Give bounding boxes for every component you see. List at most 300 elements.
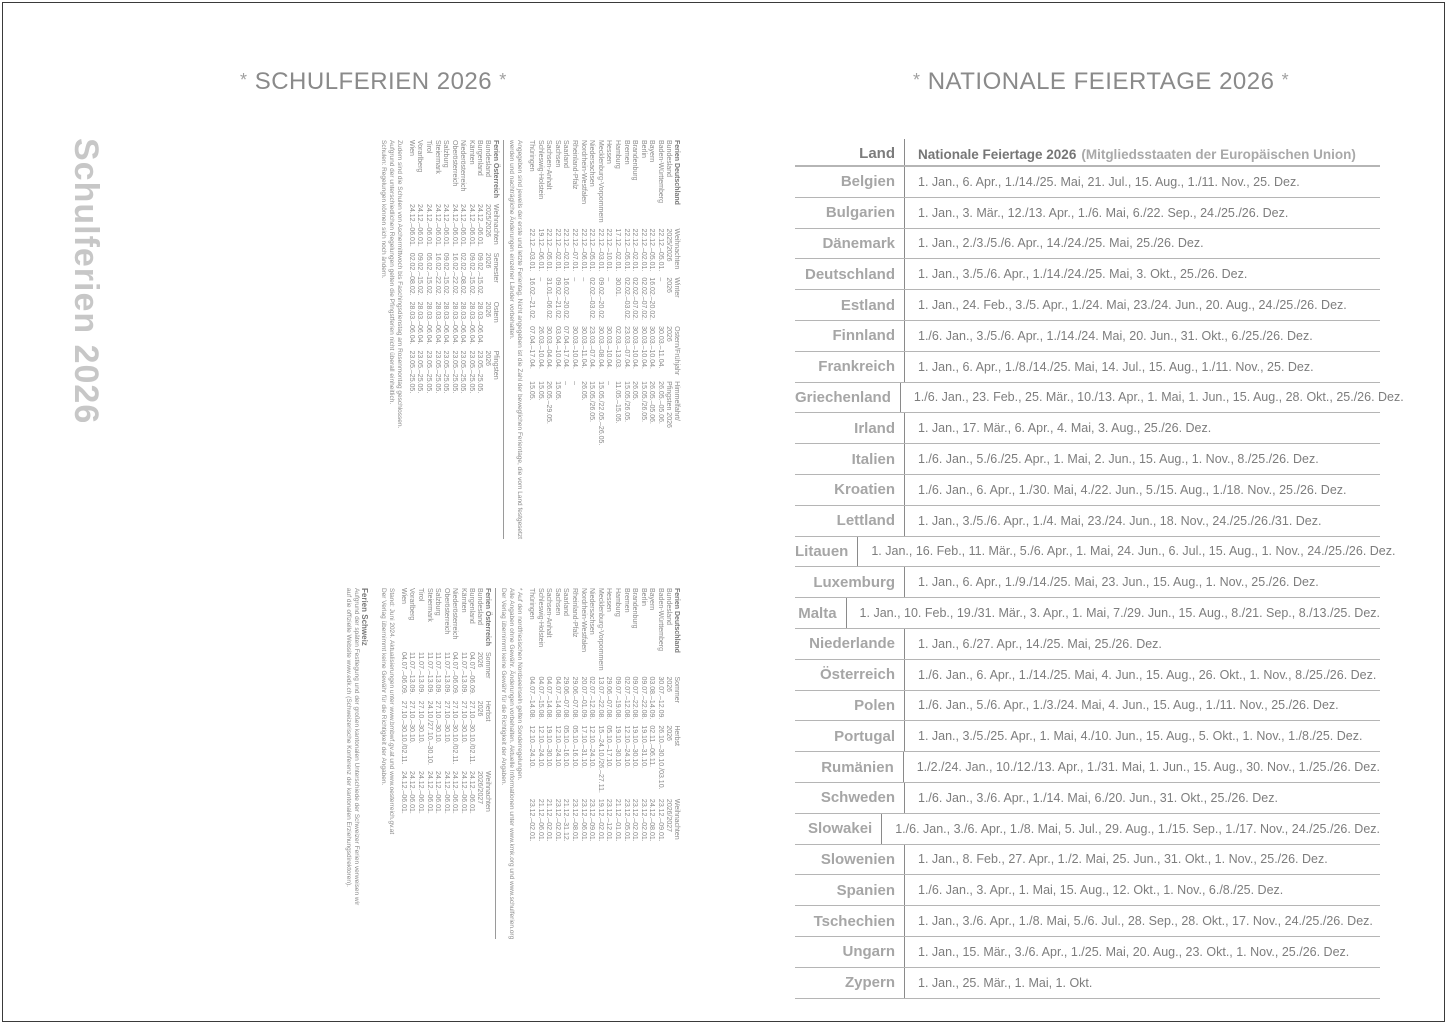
table-cell: 21.12.–31.12.	[562, 798, 570, 842]
table-cell: 24.12.–06.01.	[434, 771, 442, 814]
table-cell: 31.01.–06.02.	[545, 277, 553, 321]
table-header-row	[664, 140, 680, 451]
section-title: Ferien Deutschland	[673, 140, 680, 205]
table-cell: 23.05.–25.05.	[476, 350, 484, 394]
table-cell: Berlin	[639, 140, 647, 158]
table-cell: 22.12.–06.01.	[579, 228, 587, 272]
table-cell: 04.07.–06.09.	[451, 651, 459, 695]
table-cell: 22.12.–10.01.	[605, 228, 613, 272]
country-name: Zypern	[795, 968, 905, 998]
table-row	[475, 140, 484, 399]
table-cell: 24.12.–06.01.	[433, 203, 441, 247]
table-cell: 26.10.–30.10./03.10.	[657, 725, 664, 790]
table-cell: 22.12.–05.01.	[648, 228, 656, 272]
table-cell: 28.03.–06.04.	[407, 301, 415, 345]
table-cell: Vorarlberg	[416, 140, 424, 173]
table-cell: 24.12.–06.01.	[407, 203, 415, 247]
country-name: Portugal	[795, 721, 905, 751]
holiday-dates: 1. Jan., 6./27. Apr., 14./25. Mai, 25./26. Dez.	[918, 636, 1162, 651]
table-header-cell	[664, 588, 680, 676]
holiday-row	[795, 383, 1404, 414]
table-cell: 24.12.–06.01.	[451, 771, 459, 814]
table-cell: Hessen	[605, 588, 613, 612]
table-cell: 04.07.–15.08.	[536, 676, 544, 720]
table-cell: Baden-Württemberg	[657, 140, 664, 204]
table-cell: 28.03.–06.04.	[424, 301, 432, 345]
table-cell: 30.03.–10.04.	[648, 326, 656, 369]
holiday-row	[795, 968, 1380, 999]
holidays-body	[795, 167, 1404, 999]
table-cell: 04.07.–14.08.	[545, 676, 553, 720]
column-title: Weihnachten	[673, 798, 680, 840]
table-cell: Bremen	[622, 140, 630, 165]
table-cell: 30.03.–10.04.	[639, 326, 647, 369]
table-cell: 27.10.–30.10./02.11.	[468, 700, 476, 765]
table-cell: 24.12.–06.01.	[408, 771, 416, 814]
separator	[496, 588, 497, 939]
table-row	[578, 140, 587, 451]
holiday-dates: 1. Jan., 16. Feb., 11. Mär., 5./6. Apr., 1. Mai, 24. Jun., 6. Jul., 15. Aug., 1. Nov., 24./25./26. Dez.	[871, 544, 1396, 559]
holiday-row	[795, 413, 1380, 444]
table-cell: 16.02.–22.02.	[433, 252, 441, 296]
table-cell: 13.07.–22.08.	[596, 676, 604, 720]
holiday-dates: 1. Jan., 3. Mär., 12./13. Apr., 1./6. Mai, 6./22. Sep., 24./25./26. Dez.	[918, 205, 1289, 220]
column-subtitle: 2025/2026	[484, 203, 492, 238]
table-row	[449, 140, 458, 399]
table-row	[647, 140, 656, 451]
table-cell: 05.10.–16.10.	[571, 725, 579, 769]
table-row	[621, 588, 630, 848]
table-row	[467, 588, 476, 820]
holiday-dates: 1. Jan., 3./5./6. Apr., 1./4. Mai, 23./24. Jun., 18. Nov., 24./25./26./31. Dez.	[918, 513, 1322, 528]
holiday-row	[795, 783, 1380, 814]
column-title: Himmelfahrt/	[673, 381, 680, 421]
table-row	[552, 588, 561, 848]
column-subtitle: 2026	[476, 651, 484, 668]
table-cell: 09.02.–15.02.	[476, 252, 484, 296]
holiday-dates: 1. Jan., 10. Feb., 19./31. Mär., 3. Apr., 1. Mai, 7./29. Jun., 15. Aug., 8./21. Sep., 8./13./25. Dez.	[859, 606, 1380, 621]
table-cell: 23.12.–02.01.	[631, 798, 639, 842]
heading-star: *	[1281, 70, 1290, 90]
footnote: Alle Angaben ohne Gewähr. Änderungen vorbehalten. Aktuelle Informationen unter www.kmk.org und www.schulferien.org	[508, 588, 516, 940]
table-header-cell	[664, 676, 680, 725]
table-cell: 11.07.–13.09.	[442, 651, 450, 695]
holiday-row	[795, 259, 1380, 290]
table-cell: Burgenland	[476, 140, 484, 176]
table-cell: 16.02.–21.02.	[528, 277, 536, 321]
table-cell: 23.12.–02.01.	[639, 798, 647, 842]
table-row	[415, 140, 424, 399]
holiday-dates: 1./6. Jan., 3./5./6. Apr., 1./14./24. Mai, 20. Jun., 31. Okt., 6./25./26. Dez.	[918, 328, 1313, 343]
table-cell: 19.12.–06.01.	[536, 228, 544, 272]
left-page-title: SCHULFERIEN 2026	[254, 68, 493, 95]
table-cell: 09.02.–20.02.	[596, 277, 604, 321]
country-name: Bulgarien	[795, 198, 905, 228]
table-cell: 30.03.–08.04.	[596, 326, 604, 369]
holiday-row	[795, 814, 1380, 845]
table-cell: 27.10.–30.10.	[459, 700, 467, 744]
table-cell: 19.10.–31.10.	[639, 725, 647, 769]
table-cell: 09.07.–22.08.	[639, 676, 647, 720]
table-cell: Schleswig-Holstein	[536, 588, 544, 648]
holiday-row	[795, 691, 1380, 722]
table-cell: 22.12.–05.01.	[588, 228, 596, 272]
table-row	[621, 140, 630, 451]
table-cell: Sachsen	[553, 140, 561, 168]
table-cell: 30.01.	[614, 277, 622, 297]
separator	[504, 140, 505, 539]
table-cell: 09.02.–15.02.	[416, 252, 424, 296]
table-cell: 24.12.–06.01.	[425, 771, 433, 814]
holidays-header-row	[795, 139, 1380, 167]
table-cell: 12.10.–24.10.	[553, 725, 561, 769]
table-cell: 23.05.–25.05.	[459, 350, 467, 394]
table-cell: 17.10.–31.10.	[579, 725, 587, 769]
table-cell: 05.10.–17.10.	[605, 725, 613, 769]
holiday-row	[795, 506, 1380, 537]
table-cell: 24.12.–06.01.	[442, 771, 450, 814]
table-cell: 19.10.–30.10.	[545, 725, 553, 769]
table-cell: 17.12.–02.01.	[614, 228, 622, 272]
table-row	[638, 588, 647, 848]
column-subtitle: 2025/2026	[665, 228, 672, 262]
table-cell: –	[562, 381, 570, 386]
column-subtitle: 2026/2027	[476, 771, 484, 805]
table-cell: –	[571, 277, 579, 282]
holiday-row	[795, 444, 1380, 475]
table-cell: Mecklenburg-Vorpommern	[596, 588, 604, 671]
table-cell: 21.12.–06.01.	[536, 798, 544, 842]
table-cell: 03.04.–10.04.	[553, 326, 561, 369]
table-cell: 23.05.–25.05.	[467, 350, 475, 394]
table-cell: 11.07.–13.09.	[425, 651, 433, 695]
table-row	[433, 588, 442, 820]
table-cell: 24.12.–06.01.	[450, 203, 458, 247]
footnote: Stand: Juni 2024. Aktualisierungen unter www.bmbwf.gv.at und www.oesterreich.gv.at	[388, 588, 396, 835]
holiday-row	[795, 660, 1380, 691]
holiday-table	[527, 140, 681, 451]
column-title: Herbst	[673, 725, 680, 746]
table-cell: 05.10.–16.10.	[562, 725, 570, 769]
table-row	[578, 588, 587, 848]
country-name: Griechenland	[795, 383, 901, 413]
table-cell: Salzburg	[442, 140, 450, 168]
table-cell: 23.12.–05.01.	[622, 798, 630, 842]
schweiz-text: auf die offizielle Website www.edk.ch (Schweizerische Konferenz der kantonalen Erziehungsdirektoren).	[345, 588, 353, 887]
table-cell: 26.05.–05.06.	[657, 381, 664, 424]
table-row	[527, 588, 536, 848]
holiday-row	[795, 167, 1380, 198]
table-cell: Oberösterreich	[442, 588, 450, 635]
footnote: werden und nachträgliche Änderungen einzelner Länder vorbehalten.	[508, 140, 516, 340]
country-name: Tschechien	[795, 906, 905, 936]
table-cell: 12.10.–24.10.	[528, 725, 536, 769]
column-title: Herbst	[484, 700, 492, 722]
table-cell: 02.07.–12.08.	[588, 676, 596, 720]
column-subtitle: 2026	[484, 252, 492, 269]
table-cell: 12.10.–24.10.	[536, 725, 544, 769]
country-name: Rumänien	[795, 752, 904, 782]
table-cell: Saarland	[562, 140, 570, 169]
table-cell: 09.02.–15.02.	[467, 252, 475, 296]
table-cell: 09.02.–15.02.	[442, 252, 450, 296]
table-row	[450, 588, 459, 820]
table-header-cell	[664, 228, 680, 277]
table-cell: 27.10.–30.10./02.11.	[451, 700, 459, 765]
table-header-row	[476, 588, 492, 820]
table-cell: –	[579, 277, 587, 282]
table-cell: 02.02.–03.02.	[622, 277, 630, 321]
country-name: Malta	[795, 598, 847, 628]
table-row	[595, 140, 604, 451]
table-cell: Wien	[407, 140, 415, 156]
table-cell: 23.03.–07.04.	[588, 326, 596, 369]
holiday-dates: 1. Jan., 6. Apr., 1./14./25. Mai, 21. Jul., 15. Aug., 1./11. Nov., 25. Dez.	[918, 174, 1300, 189]
table-cell: 22.12.–05.01.	[545, 228, 553, 272]
column-title: Ostern/Frühjahr	[673, 326, 680, 376]
table-cell: Burgenland	[468, 588, 476, 624]
column-title: Ostern	[492, 301, 500, 323]
table-cell: 23.05.–25.05.	[433, 350, 441, 394]
table-header-cell	[476, 701, 492, 771]
table-row	[406, 140, 415, 399]
country-name: Finnland	[795, 321, 905, 351]
table-cell: 28.03.–06.04.	[442, 301, 450, 345]
holiday-row	[795, 845, 1380, 876]
country-name: Deutschland	[795, 259, 905, 289]
footnote: Der Verlag übernimmt keine Gewähr für die Richtigkeit der Angaben.	[380, 588, 388, 786]
holiday-dates: 1./6. Jan., 3./6. Apr., 1./14. Mai, 6./20. Jun., 31. Okt., 25./26. Dez.	[918, 790, 1278, 805]
table-cell: 30.03.–10.04.	[605, 326, 613, 369]
country-name: Polen	[795, 691, 905, 721]
table-cell: 23.05.–25.05.	[442, 350, 450, 394]
table-cell: –	[536, 277, 544, 282]
country-name: Österreich	[795, 660, 905, 690]
footnote: Zudem sind die Schulen von Aschermittwoch bis Faschingsdienstag am Rosenmontag geschlossen.	[396, 140, 404, 429]
table-cell: Nordrhein-Westfalen	[579, 140, 587, 205]
holiday-dates: 1. Jan., 3./6. Apr., 1./8. Mai, 5./6. Jul., 28. Sep., 28. Okt., 17. Nov., 24./25./26. Dez.	[918, 914, 1373, 929]
table-cell: 16.02.–20.02.	[562, 277, 570, 321]
table-cell: 15.05.	[553, 381, 561, 401]
table-cell: 23.05.–25.05.	[416, 350, 424, 394]
table-cell: Hamburg	[614, 588, 622, 617]
table-cell: 22.12.–03.01.	[596, 228, 604, 272]
table-cell: 24.12.–06.01.	[442, 203, 450, 247]
col-header-dates-sub: (Mitgliedsstaaten der Europäischen Union)	[1081, 147, 1356, 162]
column-subtitle: 2026	[476, 700, 484, 717]
table-cell: Bremen	[622, 588, 630, 613]
holiday-row	[795, 567, 1380, 598]
table-cell: 11.07.–13.09.	[408, 651, 416, 695]
column-subtitle: 2026/2027	[665, 798, 672, 833]
holiday-row	[795, 475, 1380, 506]
table-row	[630, 588, 639, 848]
table-cell: 02.02.–08.02.	[459, 252, 467, 296]
holiday-dates: 1. Jan., 8. Feb., 27. Apr., 1./2. Mai, 25. Jun., 31. Okt., 1. Nov., 25./26. Dez.	[918, 852, 1328, 867]
table-cell: 29.06.–07.08.	[562, 676, 570, 720]
table-cell: Hamburg	[614, 140, 622, 169]
table-header-cell	[664, 277, 680, 326]
table-cell: –	[605, 381, 613, 386]
holiday-dates: 1./6. Jan., 3./6. Apr., 1./8. Mai, 5. Jul., 29. Aug., 1./15. Sep., 1./17. Nov., 24./25./26. Dez.	[895, 821, 1380, 836]
table-row	[466, 140, 475, 399]
holiday-table	[527, 588, 681, 848]
holiday-dates: 1./6. Jan., 5./6./25. Apr., 1. Mai, 2. Jun., 15. Aug., 1. Nov., 8./25./26. Dez.	[918, 452, 1319, 467]
table-header-cell	[484, 204, 500, 253]
table-cell: Thüringen	[528, 588, 536, 620]
table-cell: Sachsen	[553, 588, 561, 616]
table-cell: 03.08.–14.09.	[648, 676, 656, 720]
table-row	[527, 140, 536, 451]
table-row	[407, 588, 416, 820]
holiday-table	[398, 588, 491, 820]
section-title: Ferien Deutschland	[673, 588, 680, 653]
table-cell: 04.07.–06.09.	[468, 651, 476, 695]
table-header-cell	[484, 350, 500, 399]
table-row	[587, 140, 596, 451]
heading-star: *	[913, 70, 921, 90]
table-cell: 22.12.–03.01.	[528, 228, 536, 272]
table-cell: 02.03.–13.03.	[614, 326, 622, 369]
table-header-cell	[664, 326, 680, 381]
table-cell: Kärnten	[467, 140, 475, 165]
table-cell: 27.10.–30.10.	[416, 700, 424, 744]
table-row	[441, 140, 450, 399]
table-cell: 30.03.–10.04.	[571, 326, 579, 369]
column-title: Sommer	[673, 676, 680, 703]
table-cell: Sachsen-Anhalt	[545, 140, 553, 190]
table-cell: 11.07.–13.09.	[416, 651, 424, 695]
table-cell: 24.12.–06.01.	[459, 203, 467, 247]
table-row	[595, 588, 604, 848]
holiday-dates: 1. Jan., 3./5./6. Apr., 1./14./24./25. Mai, 3. Okt., 25./26. Dez.	[918, 267, 1248, 282]
table-row	[535, 588, 544, 848]
table-cell: Kärnten	[459, 588, 467, 613]
table-cell: 11.07.–13.09.	[459, 651, 467, 695]
table-cell: 28.03.–06.04.	[476, 301, 484, 345]
country-name: Estland	[795, 290, 905, 320]
table-cell: 23.05.–25.05.	[424, 350, 432, 394]
table-cell: Tirol	[424, 140, 432, 154]
column-title: Pfingsten	[492, 350, 500, 380]
holiday-dates: 1. Jan., 6. Apr., 1./8./14./25. Mai, 14. Jul., 15. Aug., 1./11. Nov., 25. Dez.	[918, 359, 1314, 374]
table-cell: Nordrhein-Westfalen	[579, 588, 587, 653]
holiday-row	[795, 875, 1380, 906]
holiday-dates: 1. Jan., 24. Feb., 3./5. Apr., 1./24. Mai, 23./24. Jun., 20. Aug., 24./25./26. Dez.	[918, 298, 1347, 313]
table-cell: 22.12.–02.01.	[639, 228, 647, 272]
table-cell: 24.12.–06.01.	[476, 203, 484, 247]
table-cell: 29.06.–07.08.	[605, 676, 613, 720]
table-cell: 15.05./26.05.	[622, 381, 630, 423]
table-header-cell	[476, 771, 492, 820]
table-header-cell	[664, 725, 680, 799]
column-title: Weihnachten	[673, 228, 680, 270]
country-name: Frankreich	[795, 352, 905, 382]
column-subtitle: 2026	[484, 301, 492, 318]
table-cell: 26.05.–05.06.	[648, 381, 656, 424]
holiday-row	[795, 721, 1380, 752]
column-subtitle: 2026	[665, 277, 672, 293]
holiday-row	[795, 352, 1380, 383]
table-cell: 11.05.–15.05.	[614, 381, 622, 424]
table-cell: 16.02.–22.02.	[450, 252, 458, 296]
holiday-dates: 1./6. Jan., 3. Apr., 1. Mai, 15. Aug., 12. Okt., 1. Nov., 6./8./25. Dez.	[918, 883, 1284, 898]
table-cell: 20.07.–01.09.	[579, 676, 587, 720]
holiday-row	[795, 321, 1380, 352]
table-cell: 24.12.–06.01.	[399, 771, 407, 814]
table-row	[647, 588, 656, 848]
country-name: Luxemburg	[795, 567, 905, 597]
table-cell: 26.05.	[579, 381, 587, 401]
table-cell: 24.12.–06.01.	[416, 203, 424, 247]
table-cell: Schleswig-Holstein	[536, 140, 544, 200]
right-page-title: NATIONALE FEIERTAGE 2026	[927, 68, 1275, 95]
table-cell: Wien	[399, 588, 407, 604]
table-cell: 24.12.–06.01.	[459, 771, 467, 814]
holiday-row	[795, 290, 1380, 321]
footnote: Angegeben sind jeweils der erste und letzte Ferientag. Nicht angegeben ist die Zahl der beweglichen Ferientage, die vom Land festgesetzt	[516, 140, 524, 539]
table-row	[655, 140, 664, 451]
table-row	[612, 140, 621, 451]
section-subtitle: Bundesland	[484, 140, 492, 177]
country-name: Schweden	[795, 783, 905, 813]
table-row	[458, 588, 467, 820]
table-cell: 22.12.–07.01.	[571, 228, 579, 272]
table-cell: 23.05.–25.05.	[407, 350, 415, 394]
section-title: Ferien Österreich	[492, 140, 500, 198]
table-cell: 22.12.–02.01.	[553, 228, 561, 272]
column-title: Sommer	[484, 651, 492, 679]
table-cell: 15.05./26.05.	[639, 381, 647, 423]
table-cell: 12.10.–24.10.	[622, 725, 630, 769]
table-cell: 24.10./27.10.–30.10.	[425, 700, 433, 766]
table-cell: 12.10.–24.10.	[588, 725, 596, 769]
table-cell: 28.03.–06.04.	[450, 301, 458, 345]
heading-star: *	[240, 70, 248, 90]
table-cell: 15.–24.10./26.–27.11.	[596, 725, 604, 793]
table-cell: 19.10.–30.10.	[631, 725, 639, 769]
table-cell: 09.07.–22.08.	[631, 676, 639, 720]
column-title: Semester	[492, 252, 500, 283]
table-row	[630, 140, 639, 451]
column-subtitle: 2026	[665, 326, 672, 342]
country-name: Italien	[795, 444, 905, 474]
table-row	[415, 588, 424, 820]
table-cell: 22.12.–05.01.	[657, 228, 664, 272]
table-cell: 23.12.–06.01.	[579, 798, 587, 842]
table-row	[441, 588, 450, 820]
footnote: Der Verlag übernimmt keine Gewähr für die Richtigkeit der Angaben.	[500, 588, 508, 786]
holiday-dates: 1. Jan., 17. Mär., 6. Apr., 4. Mai, 3. Aug., 25./26. Dez.	[918, 421, 1212, 436]
table-cell: Niedersachsen	[588, 588, 596, 635]
footnote: * Auf den nordfriesischen Nordseeinseln gelten Sonderregelungen.	[516, 588, 524, 781]
table-header-cell	[664, 799, 680, 848]
holiday-dates: 1./6. Jan., 5./6. Apr., 1./3./24. Mai, 4. Jun., 15. Aug., 1./11. Nov., 25./26. Dez.	[918, 698, 1339, 713]
holiday-dates: 1./6. Jan., 6. Apr., 1./30. Mai, 4./22. Jun., 5./15. Aug., 1./18. Nov., 25./26. Dez.	[918, 482, 1347, 497]
table-cell: 02.02.–03.02.	[588, 277, 596, 321]
heading-star: *	[499, 70, 507, 90]
table-row	[535, 140, 544, 451]
col-header-dates	[905, 139, 1380, 165]
table-cell: 28.03.–06.04.	[416, 301, 424, 345]
table-header-row	[664, 588, 680, 848]
table-row	[561, 140, 570, 451]
table-header-cell	[664, 381, 680, 451]
column-subtitle: 2026	[484, 350, 492, 367]
section-title-schweiz: Ferien Schweiz	[360, 588, 370, 646]
table-cell: 30.07.–12.09.	[657, 676, 664, 720]
table-cell: 28.03.–06.04.	[433, 301, 441, 345]
